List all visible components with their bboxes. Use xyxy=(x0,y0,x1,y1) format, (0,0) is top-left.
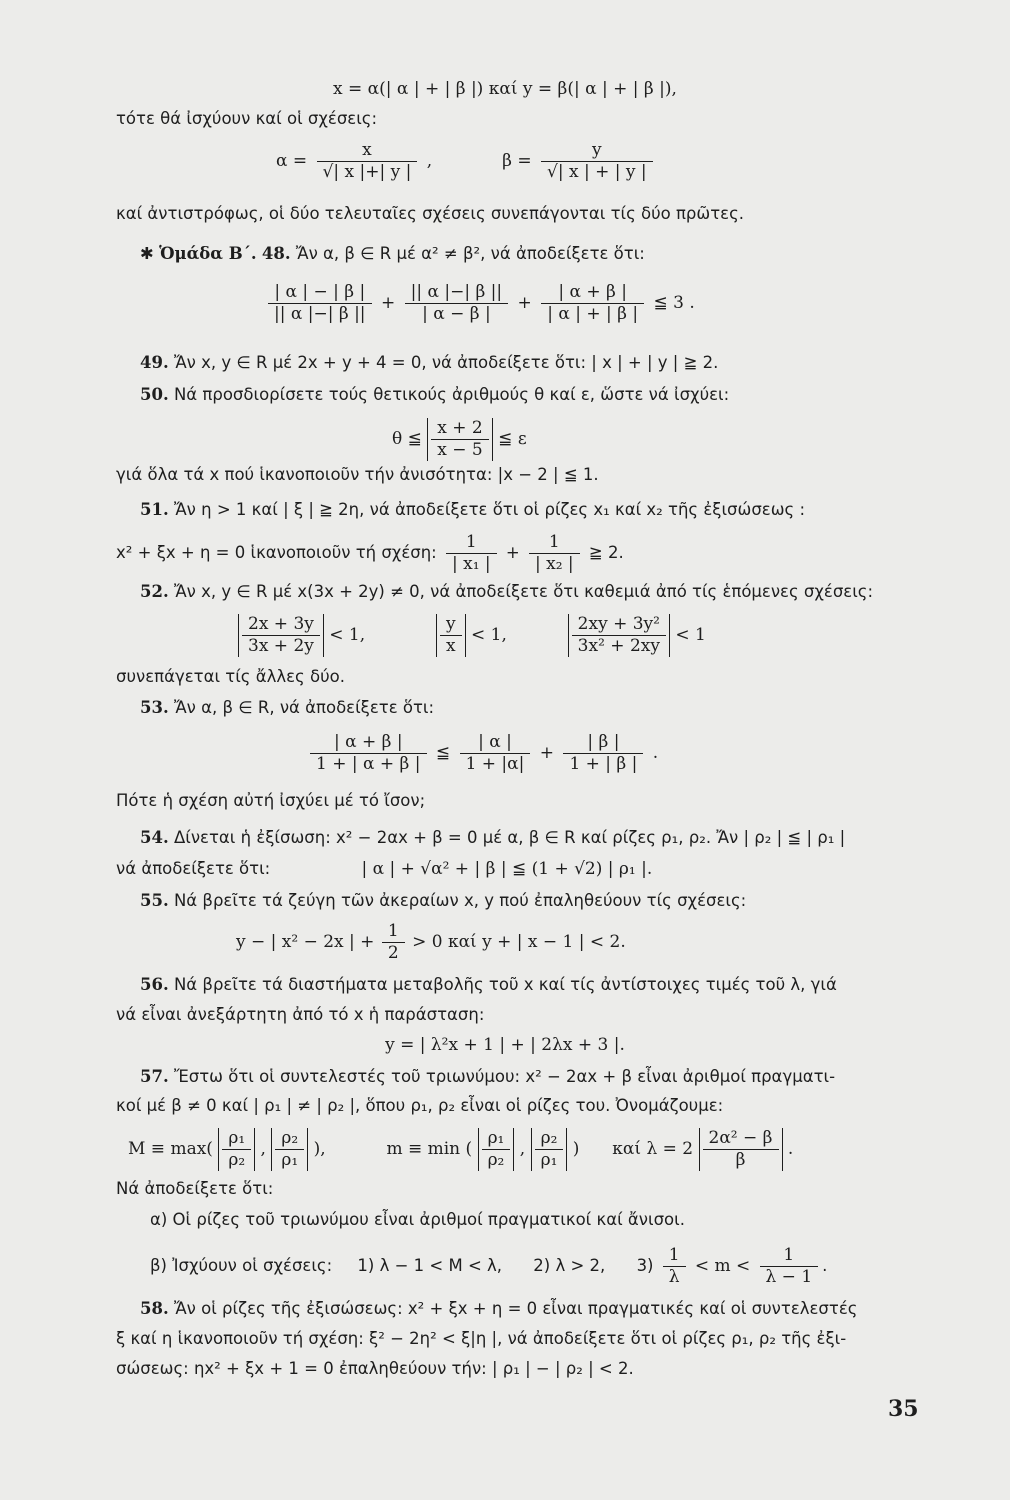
p57-lambda-num: 2α² − β xyxy=(703,1128,779,1150)
p50-rhs: ≦ ε xyxy=(498,429,527,449)
p57-max-abs-2 xyxy=(271,1128,308,1171)
p51-f2-den: | x₂ | xyxy=(534,554,574,574)
p48-f1-num: | α | − | β | xyxy=(268,282,372,304)
p48-f3-den: | α | + | β | xyxy=(547,304,639,324)
problem-48-header xyxy=(140,243,645,265)
alpha-denominator: √| x |+| y | xyxy=(322,162,412,182)
problem-55-relations xyxy=(236,921,626,964)
problem-48-formula: $\frac{| \alpha | - | \beta |}{|| \alpha |-| \beta ||}$ + $\frac{|| \alpha |-| \beta ||}{| \alpha - \beta |}$ + $\frac{| \alpha + \beta |}{| \alpha | + | \beta |}$ ≦ 3 . xyxy=(264,282,695,325)
alpha-numerator: x xyxy=(317,140,418,162)
p57-max-abs-1 xyxy=(218,1128,255,1171)
p57-b-1: 1) λ − 1 < M < λ, xyxy=(357,1256,503,1275)
p52-fraction-a xyxy=(242,614,320,657)
p51-f1-num: 1 xyxy=(446,532,497,554)
p57-lambda-frac xyxy=(703,1128,779,1171)
problem-54-line-b xyxy=(116,858,652,880)
problem-54 xyxy=(140,827,845,849)
p57-b3-f1-den: λ xyxy=(668,1267,680,1287)
problem-53-formula: $\frac{| \alpha + \beta |}{1 + | \alpha + \beta |}$ ≦ $\frac{| \alpha |}{1 + |\alpha|}$ + $\frac{| \beta |}{1 + | \beta |}$ . xyxy=(306,732,658,775)
problem-48-text: Ἄν α, β ∈ R μέ α² ≠ β², νά ἀποδείξετε ὅτι: xyxy=(295,244,645,263)
intro-text: τότε θά ἰσχύουν καί οἱ σχέσεις: xyxy=(116,109,378,128)
p57-b-2: 2) λ > 2, xyxy=(533,1256,606,1275)
p48-rhs: ≦ 3 . xyxy=(653,293,695,313)
problem-50-end: γιά ὅλα τά x πού ἱκανοποιοῦν τήν ἀνισότητα: |x − 2 | ≦ 1. xyxy=(116,465,599,484)
rho2: ρ₂ xyxy=(228,1150,246,1170)
rho1: ρ₁ xyxy=(281,1150,299,1170)
problem-53-end: Πότε ἡ σχέση αὐτή ἰσχύει μέ τό ἴσον; xyxy=(116,791,426,810)
problem-57-b: β) Ἰσχύουν οἱ σχέσεις: 1) λ − 1 < M < λ, 2) λ > 2, 3) $\frac{1}{\lambda}$ < m < $\frac{1}{\lambda - 1}$ . xyxy=(150,1245,828,1287)
problem-51 xyxy=(140,499,805,521)
rho1: ρ₁ xyxy=(482,1128,511,1150)
p53-f2-num: | α | xyxy=(460,732,531,754)
conclusion-text: καί ἀντιστρόφως, οἱ δύο τελευταῖες σχέσεις συνεπάγονται τίς δύο πρῶτες. xyxy=(116,204,744,223)
p52-fraction-c xyxy=(572,614,666,657)
p50-fraction xyxy=(431,418,488,461)
p52-b-den: x xyxy=(445,636,456,656)
p53-fraction-2 xyxy=(460,732,531,775)
problem-52 xyxy=(140,581,873,603)
page-number: 35 xyxy=(888,1396,919,1422)
p52-a-rhs: < 1, xyxy=(329,625,366,645)
p50-abs xyxy=(427,418,492,461)
p53-f1-den: 1 + | α + β | xyxy=(316,754,421,774)
problem-number: 50. xyxy=(140,385,169,404)
p57-b3-frac-1 xyxy=(663,1245,686,1288)
p57-b-intro: β) Ἰσχύουν οἱ σχέσεις: xyxy=(150,1256,333,1275)
problem-57-show: Νά ἀποδείξετε ὅτι: xyxy=(116,1179,274,1198)
alpha-beta-formula: α = $\frac{x}{√| x |+| y |}$ , β = $\frac{y}{√| x | + | y |}$ xyxy=(276,140,657,183)
p57-lambda-den: β xyxy=(735,1150,746,1170)
problem-57 xyxy=(140,1066,835,1088)
problem-55-text: Νά βρεῖτε τά ζεύγη τῶν ἀκεραίων x, y πού ἐπαληθεύουν τίς σχέσεις: xyxy=(173,891,747,910)
problem-50-text: Νά προσδιορίσετε τούς θετικούς ἀριθμούς θ καί ε, ὥστε νά ἰσχύει: xyxy=(173,385,730,404)
p48-fraction-3 xyxy=(541,282,644,325)
p54-show: νά ἀποδείξετε ὅτι: xyxy=(116,859,271,878)
p57-max-frac-1 xyxy=(222,1128,251,1171)
p52-c-den: 3x² + 2xy xyxy=(577,636,660,656)
p55-b: > 0 καί y + | x − 1 | < 2. xyxy=(412,932,626,952)
rho2: ρ₂ xyxy=(487,1150,505,1170)
p57-b3-mid: < m < xyxy=(694,1256,751,1276)
problem-55 xyxy=(140,890,746,912)
problem-58-text: Ἄν οἱ ρίζες τῆς ἐξισώσεως: x² + ξx + η = 0 εἶναι πραγματικές καί οἱ συντελεστές xyxy=(173,1299,858,1318)
group-title: Ὁμάδα Β΄. xyxy=(159,244,257,263)
beta-fraction xyxy=(541,140,653,183)
problem-number: 54. xyxy=(140,828,169,847)
p52-a-den: 3x + 2y xyxy=(248,636,314,656)
p54-expr: | α | + √α² + | β | ≦ (1 + √2) | ρ₁ |. xyxy=(361,859,653,879)
problem-56 xyxy=(140,974,837,996)
problem-number: 52. xyxy=(140,582,169,601)
p55-fraction xyxy=(382,921,405,964)
beta-lhs: β = xyxy=(502,151,532,171)
p57-min-abs-2 xyxy=(531,1128,568,1171)
p48-f3-num: | α + β | xyxy=(541,282,644,304)
p52-c-rhs: < 1 xyxy=(675,625,706,645)
p57-b-3: 3) xyxy=(636,1256,654,1275)
p52-b-rhs: < 1, xyxy=(470,625,507,645)
beta-numerator: y xyxy=(541,140,653,162)
p48-f1-den: || α |−| β || xyxy=(274,304,366,324)
p53-fraction-1 xyxy=(310,732,427,775)
problem-57-line-b: κοί μέ β ≠ 0 καί | ρ₁ | ≠ | ρ₂ |, ὅπου ρ₁, ρ₂ εἶναι οἱ ρίζες του. Ὀνομάζουμε: xyxy=(116,1096,724,1115)
problem-57-a: α) Οἱ ρίζες τοῦ τριωνύμου εἶναι ἀριθμοί πραγματικοί καί ἄνισοι. xyxy=(150,1210,685,1229)
p57-b3-f2-den: λ − 1 xyxy=(765,1267,813,1287)
p57-min-abs-1 xyxy=(478,1128,515,1171)
problem-56-line-b: νά εἶναι ἀνεξάρτητη ἀπό τό x ἡ παράσταση: xyxy=(116,1005,485,1024)
alpha-fraction xyxy=(317,140,418,183)
p48-f2-num: || α |−| β || xyxy=(405,282,509,304)
p52-fraction-b xyxy=(440,614,462,657)
problem-52-end: συνεπάγεται τίς ἄλλες δύο. xyxy=(116,667,345,686)
p57-b3-frac-2 xyxy=(760,1245,819,1288)
problem-50-formula xyxy=(392,418,527,461)
p48-fraction-2 xyxy=(405,282,509,325)
p55-f-den: 2 xyxy=(387,943,399,963)
problem-58 xyxy=(140,1298,857,1320)
rho1: ρ₁ xyxy=(222,1128,251,1150)
p51-eq: x² + ξx + η = 0 ἱκανοποιοῦν τή σχέση: xyxy=(116,543,437,562)
problem-56-expression: y = | λ²x + 1 | + | 2λx + 3 |. xyxy=(385,1035,625,1055)
problem-49-text: Ἄν x, y ∈ R μέ 2x + y + 4 = 0, νά ἀποδείξετε ὅτι: | x | + | y | ≧ 2. xyxy=(173,353,719,372)
p51-fraction-2 xyxy=(529,532,580,575)
problem-52-relations xyxy=(238,614,706,657)
p53-f3-den: 1 + | β | xyxy=(569,754,638,774)
problem-number: 56. xyxy=(140,975,169,994)
problem-52-text: Ἄν x, y ∈ R μέ x(3x + 2y) ≠ 0, νά ἀποδείξετε ὅτι καθεμιά ἀπό τίς ἑπόμενες σχέσεις: xyxy=(173,582,874,601)
p52-a-num: 2x + 3y xyxy=(242,614,320,636)
p57-min-frac-1 xyxy=(482,1128,511,1171)
problem-number: 51. xyxy=(140,500,169,519)
star-icon: ✱ xyxy=(140,244,154,263)
p51-rhs: ≧ 2. xyxy=(588,543,624,562)
problem-number: 49. xyxy=(140,353,169,372)
rho1: ρ₁ xyxy=(540,1150,558,1170)
problem-57-definitions: M ≡ max( $\frac{\text{ρ₁}}{\text{ρ₂}}$ , $\frac{\text{ρ₂}}{\text{ρ₁}}$ ), m ≡ min ( $\frac{\text{ρ₁}}{\text{ρ₂}}$ , $\frac{\text{ρ₂}}{\text{ρ₁}}$ ) καί λ = 2 $\frac{\text{2α² − β}}{\beta}$ . xyxy=(128,1128,794,1170)
problem-51-equation: x² + ξx + η = 0 ἱκανοποιοῦν τή σχέση: $\frac{1}{\text{| x₁ |}}$ + $\frac{1}{\text{| x₂ |}}$ ≧ 2. xyxy=(116,532,624,574)
alpha-lhs: α = xyxy=(276,151,308,171)
top-equation-line: x = α(| α | + | β |) καί y = β(| α | + | β |), xyxy=(333,79,677,99)
p55-f-num: 1 xyxy=(382,921,405,943)
p53-f2-den: 1 + |α| xyxy=(465,754,525,774)
problem-54-text: Δίνεται ἡ ἐξίσωση: x² − 2αx + β = 0 μέ α, β ∈ R καί ρίζες ρ₁, ρ₂. Ἄν | ρ₂ | ≦ | ρ₁ | xyxy=(173,828,846,847)
problem-53-text: Ἄν α, β ∈ R, νά ἀποδείξετε ὅτι: xyxy=(173,698,435,717)
problem-49 xyxy=(140,352,718,374)
p50-num: x + 2 xyxy=(431,418,488,440)
rho2: ρ₂ xyxy=(275,1128,304,1150)
problem-58-line-b: ξ καί η ἱκανοποιοῦν τή σχέση: ξ² − 2η² < ξ|η |, νά ἀποδείξετε ὅτι οἱ ρίζες ρ₁, ρ₂ τῆς ἐξι- xyxy=(116,1329,847,1348)
p51-f2-num: 1 xyxy=(529,532,580,554)
p53-le: ≦ xyxy=(435,743,451,763)
p57-b3-f2-num: 1 xyxy=(760,1245,819,1267)
problem-number: 58. xyxy=(140,1299,169,1318)
problem-53 xyxy=(140,697,434,719)
problem-50 xyxy=(140,384,729,406)
problem-number: 48. xyxy=(261,244,291,263)
p51-fraction-1 xyxy=(446,532,497,575)
p50-den: x − 5 xyxy=(437,440,483,460)
rho2: ρ₂ xyxy=(535,1128,564,1150)
p53-fraction-3 xyxy=(563,732,643,775)
p57-lambda: καί λ = 2 xyxy=(612,1139,694,1159)
problem-number: 55. xyxy=(140,891,169,910)
beta-denominator: √| x | + | y | xyxy=(547,162,647,182)
p48-f2-den: | α − β | xyxy=(422,304,491,324)
p52-b-num: y xyxy=(440,614,462,636)
p48-fraction-1 xyxy=(268,282,372,325)
problem-number: 57. xyxy=(140,1067,169,1086)
p52-abs-c xyxy=(568,614,670,657)
p57-b3-f1-num: 1 xyxy=(663,1245,686,1267)
p57-max-frac-2 xyxy=(275,1128,304,1171)
p50-lhs: θ ≦ xyxy=(392,429,422,449)
problem-57-text: Ἔστω ὅτι οἱ συντελεστές τοῦ τριωνύμου: x² − 2αx + β εἶναι ἀριθμοί πραγματι- xyxy=(173,1067,836,1086)
p53-f3-num: | β | xyxy=(563,732,643,754)
p53-f1-num: | α + β | xyxy=(310,732,427,754)
p57-min-frac-2 xyxy=(535,1128,564,1171)
p57-min: m ≡ min ( xyxy=(386,1139,473,1159)
p52-abs-b xyxy=(436,614,466,657)
p52-abs-a xyxy=(238,614,324,657)
problem-number: 53. xyxy=(140,698,169,717)
p51-f1-den: | x₁ | xyxy=(451,554,491,574)
p55-a: y − | x² − 2x | + xyxy=(236,932,375,952)
p52-c-num: 2xy + 3y² xyxy=(572,614,666,636)
problem-51-text: Ἄν η > 1 καί | ξ | ≧ 2η, νά ἀποδείξετε ὅτι οἱ ρίζες x₁ καί x₂ τῆς ἐξισώσεως : xyxy=(173,500,806,519)
problem-56-text: Νά βρεῖτε τά διαστήματα μεταβολῆς τοῦ x καί τίς ἀντίστοιχες τιμές τοῦ λ, γιά xyxy=(173,975,837,994)
p57-max: M ≡ max( xyxy=(128,1139,213,1159)
p57-lambda-abs xyxy=(699,1128,783,1171)
problem-58-line-c: σώσεως: ηx² + ξx + 1 = 0 ἐπαληθεύουν τήν: | ρ₁ | − | ρ₂ | < 2. xyxy=(116,1359,634,1378)
